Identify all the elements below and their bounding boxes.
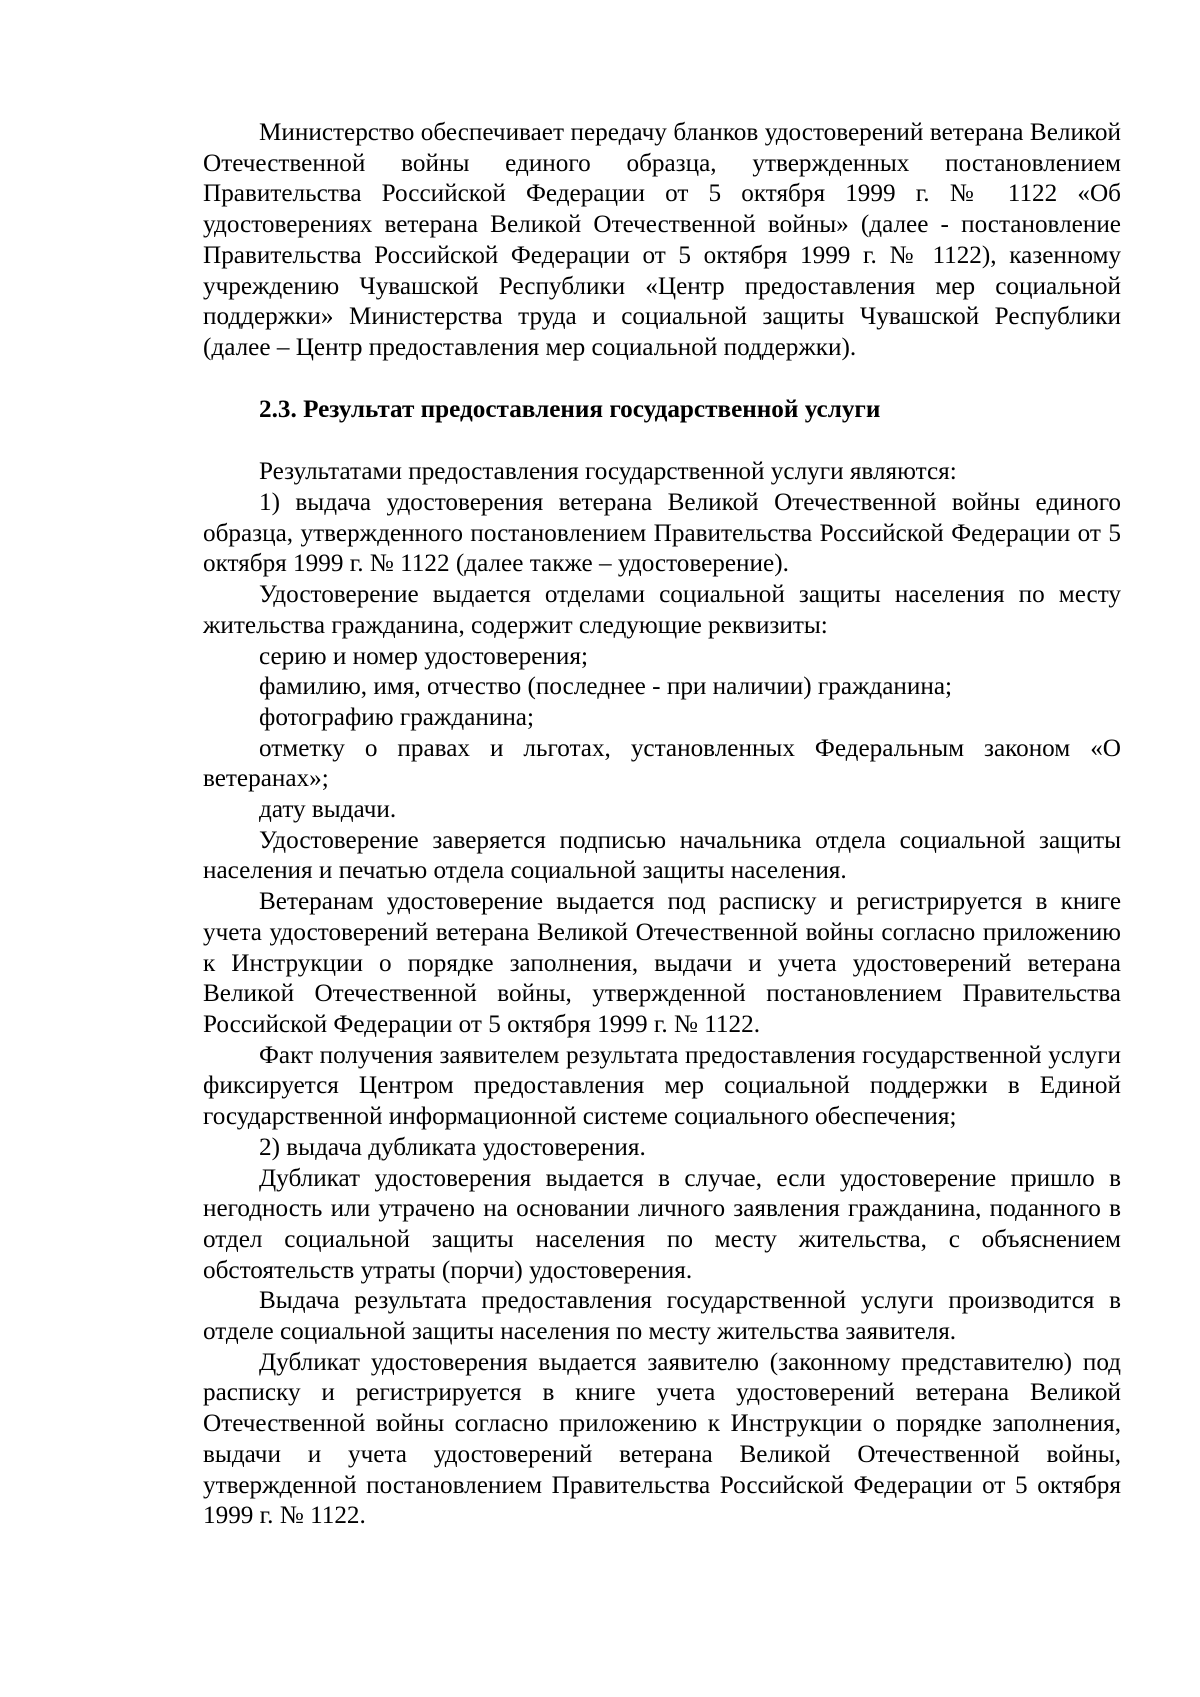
document-page: [203, 118, 1121, 1532]
paragraph-registration: Ветеранам удостоверение выдается под расписку и регистрируется в книге учета удостоверений ветерана Великой Отечественной войны согласно приложению к Инструкции о порядке заполнения, выдачи и учета удостоверений ветерана Великой Отечественной войны, утвержденной постановлением Правительства Российской Федерации от 5 октября 1999 г. № 1122.: [203, 888, 1121, 1038]
paragraph-duplicate-conditions: Дубликат удостоверения выдается в случае, если удостоверение пришло в негодность или утрачено на основании личного заявления гражданина, поданного в отдел социальной защиты населения по месту жительства, с объяснением обстоятельств утраты (порчи) удостоверения.: [203, 1164, 1121, 1284]
paragraph-item-1: 1) выдача удостоверения ветерана Великой Отечественной войны единого образца, утвержденного постановлением Правительства Российской Федерации от 5 октября 1999 г. № 1122 (далее также – удостоверение).: [203, 489, 1121, 578]
paragraph-results-intro: Результатами предоставления государственной услуги являются:: [259, 458, 957, 486]
paragraph-duplicate-registration: Дубликат удостоверения выдается заявителю (законному представителю) под расписку и регистрируется в книге учета удостоверений ветерана Великой Отечественной войны согласно приложению к Инструкции о порядке заполнения, выдачи и учета удостоверений ветерана Великой Отечественной войны, утвержденной постановлением Правительства Российской Федерации от 5 октября 1999 г. № 1122.: [203, 1348, 1121, 1530]
requisite-photo: фотографию гражданина;: [259, 703, 534, 731]
paragraph-item-2: 2) выдача дубликата удостоверения.: [259, 1133, 646, 1161]
section-body: [203, 457, 1121, 1532]
paragraph-requisites-intro: Удостоверение выдается отделами социальной защиты населения по месту жительства гражданина, содержит следующие реквизиты:: [203, 581, 1121, 639]
intro-paragraph: Министерство обеспечивает передачу бланков удостоверений ветерана Великой Отечественной войны единого образца, утвержденных постановлением Правительства Российской Федерации от 5 октября 1999 г. № 1122 «Об удостоверениях ветерана Великой Отечественной войны» (далее - постановление Правительства Российской Федерации от 5 октября 1999 г. № 1122), казенному учреждению Чувашской Республики «Центр предоставления мер социальной поддержки» Министерства труда и социальной защиты Чувашской Республики (далее – Центр предоставления мер социальной поддержки).: [203, 119, 1121, 361]
requisite-rights-mark: отметку о правах и льготах, установленных Федеральным законом «О ветеранах»;: [203, 734, 1121, 793]
paragraph-receipt-fact: Факт получения заявителем результата предоставления государственной услуги фиксируется Центром предоставления мер социальной поддержки в Единой государственной информационной системе социального обеспечения;: [203, 1041, 1121, 1131]
section-heading: 2.3. Результат предоставления государственной услуги: [259, 395, 881, 423]
requisite-full-name: фамилию, имя, отчество (последнее - при наличии) гражданина;: [259, 673, 953, 701]
requisite-issue-date: дату выдачи.: [259, 796, 397, 824]
paragraph-certification: Удостоверение заверяется подписью начальника отдела социальной защиты населения и печатью отдела социальной защиты населения.: [203, 826, 1121, 885]
requisite-series-number: серию и номер удостоверения;: [259, 642, 588, 670]
paragraph-result-issuance: Выдача результата предоставления государственной услуги производится в отделе социальной защиты населения по месту жительства заявителя.: [203, 1287, 1121, 1346]
